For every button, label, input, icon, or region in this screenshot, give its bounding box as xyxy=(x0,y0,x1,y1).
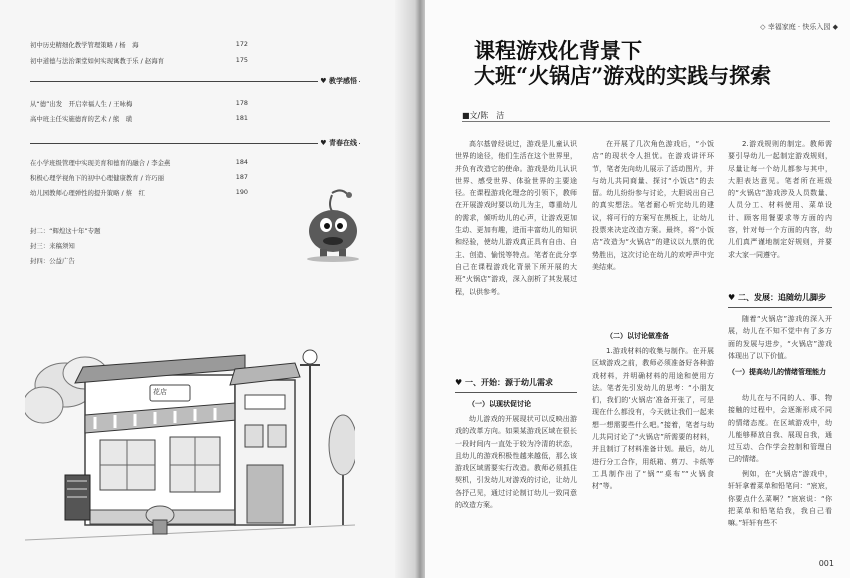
subheading-2: （二）以讨论做准备 xyxy=(606,332,669,340)
section-heading-2: ♥ 二、发展：追随幼儿脚步 xyxy=(728,293,826,302)
toc-page: 175 xyxy=(235,56,248,64)
heading-rule xyxy=(455,392,577,393)
article-title xyxy=(474,38,771,88)
column-2-top xyxy=(592,138,714,326)
column-1-intro xyxy=(455,138,577,358)
column-3-top xyxy=(728,138,832,268)
paragraph: 随着“火锅店”游戏的深入开展，幼儿在不知不觉中有了多方面的发展与进步，“火锅店”游戏体现出了以下价值。 xyxy=(728,315,832,360)
toc-title: 积极心理学视角下的初中心理健康教育 / 许巧丽 xyxy=(30,174,165,182)
column-2-body xyxy=(592,345,714,540)
toc-item[interactable] xyxy=(30,56,248,65)
toc-page: 172 xyxy=(235,40,248,48)
section-divider xyxy=(30,81,360,82)
toc-page: 190 xyxy=(235,188,248,196)
column-1-body xyxy=(455,413,577,538)
toc-item[interactable] xyxy=(30,40,248,49)
toc-item[interactable] xyxy=(30,173,248,182)
paragraph: 幼儿游戏的开展现状可以反映出游戏的改革方向。如果某游戏区域在很长一段时间内一直处于较为冷清的状态，且幼儿的游戏积极性越来越低，那么该游戏区域需要实行改造。教师必须抓住契机，引发幼儿对游戏的讨论，让幼儿各抒己见，通过讨论制订幼儿一致同意的改造方案。 xyxy=(455,415,577,510)
section-label-moral: ♥ 教学感悟 xyxy=(320,77,357,85)
title-line-1: 课程游戏化背景下 xyxy=(474,38,642,63)
paragraph: 1.游戏材料的收集与制作。在开展区域游戏之前，教师必须准备好各种游戏材料，并明确材料的用途和使用方法。笔者先引发幼儿的思考：“小朋友们，我们的‘火锅店’准备开张了，可是现在什么都没有，今天就让我们一起来想一想需要些什么吧。”接着，笔者与幼儿共同讨论了“火锅店”所需要的材料，并且制订了材料准备计划。最后，幼儿进行分工合作，用纸箱、剪刀、卡纸等工具制作出了“锅”“桌布”“火锅食材”等。 xyxy=(592,347,714,491)
toc-item[interactable] xyxy=(30,188,248,197)
column-3-example xyxy=(728,468,832,540)
section-label-text: 青春在线 xyxy=(329,139,357,147)
toc-title: 初中历史精细化教学管理策略 / 杨 海 xyxy=(30,41,139,49)
paragraph: 2.游戏规则的制定。教师需要引导幼儿一起制定游戏规则，尽量让每一个幼儿都参与其中，大胆表达意见。笔者所在班级的“火锅店”游戏涉及人员数量、人员分工、材料使用、菜单设计、顾客用餐要求等方面的内容，针对每一个方面的内容，幼儿们真严谨地制定好规则，并要求大家一同遵守。 xyxy=(728,140,832,259)
cover-item: 封三：来稿须知 xyxy=(30,242,75,250)
shop-sign: 花店 xyxy=(153,388,167,396)
toc-page: 178 xyxy=(235,99,248,107)
left-page xyxy=(0,0,415,578)
toc-page: 184 xyxy=(235,158,248,166)
heading-rule xyxy=(728,307,832,308)
subheading-1: （一）以现状促讨论 xyxy=(468,400,531,408)
author-byline: ■文/陈 洁 xyxy=(462,111,505,120)
toc-page: 181 xyxy=(235,114,248,122)
paragraph: 例如，在“火锅店”游戏中，轩轩拿着菜单和铅笔问：“宸宸，你要点什么菜啊？”宸宸说：“你把菜单和铅笔给我，我自己看嘛。”轩轩有些不 xyxy=(728,470,832,528)
paragraph: 高尔基曾经说过，游戏是儿童认识世界的途径，他们生活在这个世界里，并负有改造它的使命。游戏是幼儿认识世界、感受世界、体验世界的主要途径。在课程游戏化理念的引领下，教师在开展游戏时要以幼儿为主，尊重幼儿的需求，倾听幼儿的心声，让游戏更加生动、更加有趣，进而丰富幼儿的知识和经验，使幼儿游戏真正具有自由、自主、创造、愉悦等特点。笔者在此分享自己在课程游戏化背景下所开展的大班“火锅店”游戏，深入剖析了其发展过程，以供参考。 xyxy=(455,140,577,296)
toc-item[interactable] xyxy=(30,114,248,123)
toc-title: 从“德”出发 开启幸福人生 / 王咏梅 xyxy=(30,100,133,108)
subheading-3: （一）提高幼儿的情绪管理能力 xyxy=(728,368,826,376)
column-3-intro xyxy=(728,313,832,363)
street-illustration xyxy=(25,325,355,565)
toc-title: 初中道德与法治课堂如何实现寓教于乐 / 赵海育 xyxy=(30,57,165,65)
column-3-body xyxy=(728,392,832,466)
mascot-illustration xyxy=(298,185,368,265)
byline-rule xyxy=(462,121,830,122)
section-heading-1: ♥ 一、开始：源于幼儿需求 xyxy=(455,378,553,387)
paragraph: 在开展了几次角色游戏后，“小饭店”的现状令人担忧。在游戏讲评环节，笔者先向幼儿展示了活动图片，并与幼儿共同商量、探讨“小饭店”的去留。幼儿纷纷参与讨论，大胆说出自己的真实想法。笔者耐心听完幼儿的建议，将可行的方案写在黑板上，让幼儿投票来决定改造方案。最终，将“小饭店”改造为“火锅店”的建议以九票的优势胜出，这次讨论在幼儿的欢呼声中完美结束。 xyxy=(592,140,714,271)
toc-page: 187 xyxy=(235,173,248,181)
heading-text: 一、开始：源于幼儿需求 xyxy=(464,378,553,387)
section-divider xyxy=(30,143,360,144)
toc-title: 在小学班级管理中实现美育和德育的融合 / 李金燕 xyxy=(30,159,171,167)
running-header: ◇ 幸福家庭 · 快乐入园 ◆ xyxy=(760,23,838,31)
heading-text: 二、发展：追随幼儿脚步 xyxy=(737,293,826,302)
cover-item: 封四：公益广告 xyxy=(30,257,75,265)
toc-title: 高中班主任实施德育的艺术 / 熊 璜 xyxy=(30,115,133,123)
title-line-2: 大班“火锅店”游戏的实践与探索 xyxy=(474,63,772,88)
section-label-text: 教学感悟 xyxy=(329,77,357,85)
page-number: 001 xyxy=(818,559,834,568)
toc-item[interactable] xyxy=(30,99,248,108)
cover-item: 封二：“辉煌这十年”专题 xyxy=(30,227,101,235)
toc-title: 幼儿园教师心理弹性的提升策略 / 蔡 红 xyxy=(30,189,145,197)
paragraph: 幼儿在与不同的人、事、物接触的过程中，会逐渐形成不同的情绪态度。在区域游戏中，幼儿能够释放自我、展现自我，通过互动、合作学会控制和管理自己的情绪。 xyxy=(728,394,832,464)
section-label-youth: ♥ 青春在线 xyxy=(320,139,357,147)
toc-item[interactable] xyxy=(30,158,248,167)
